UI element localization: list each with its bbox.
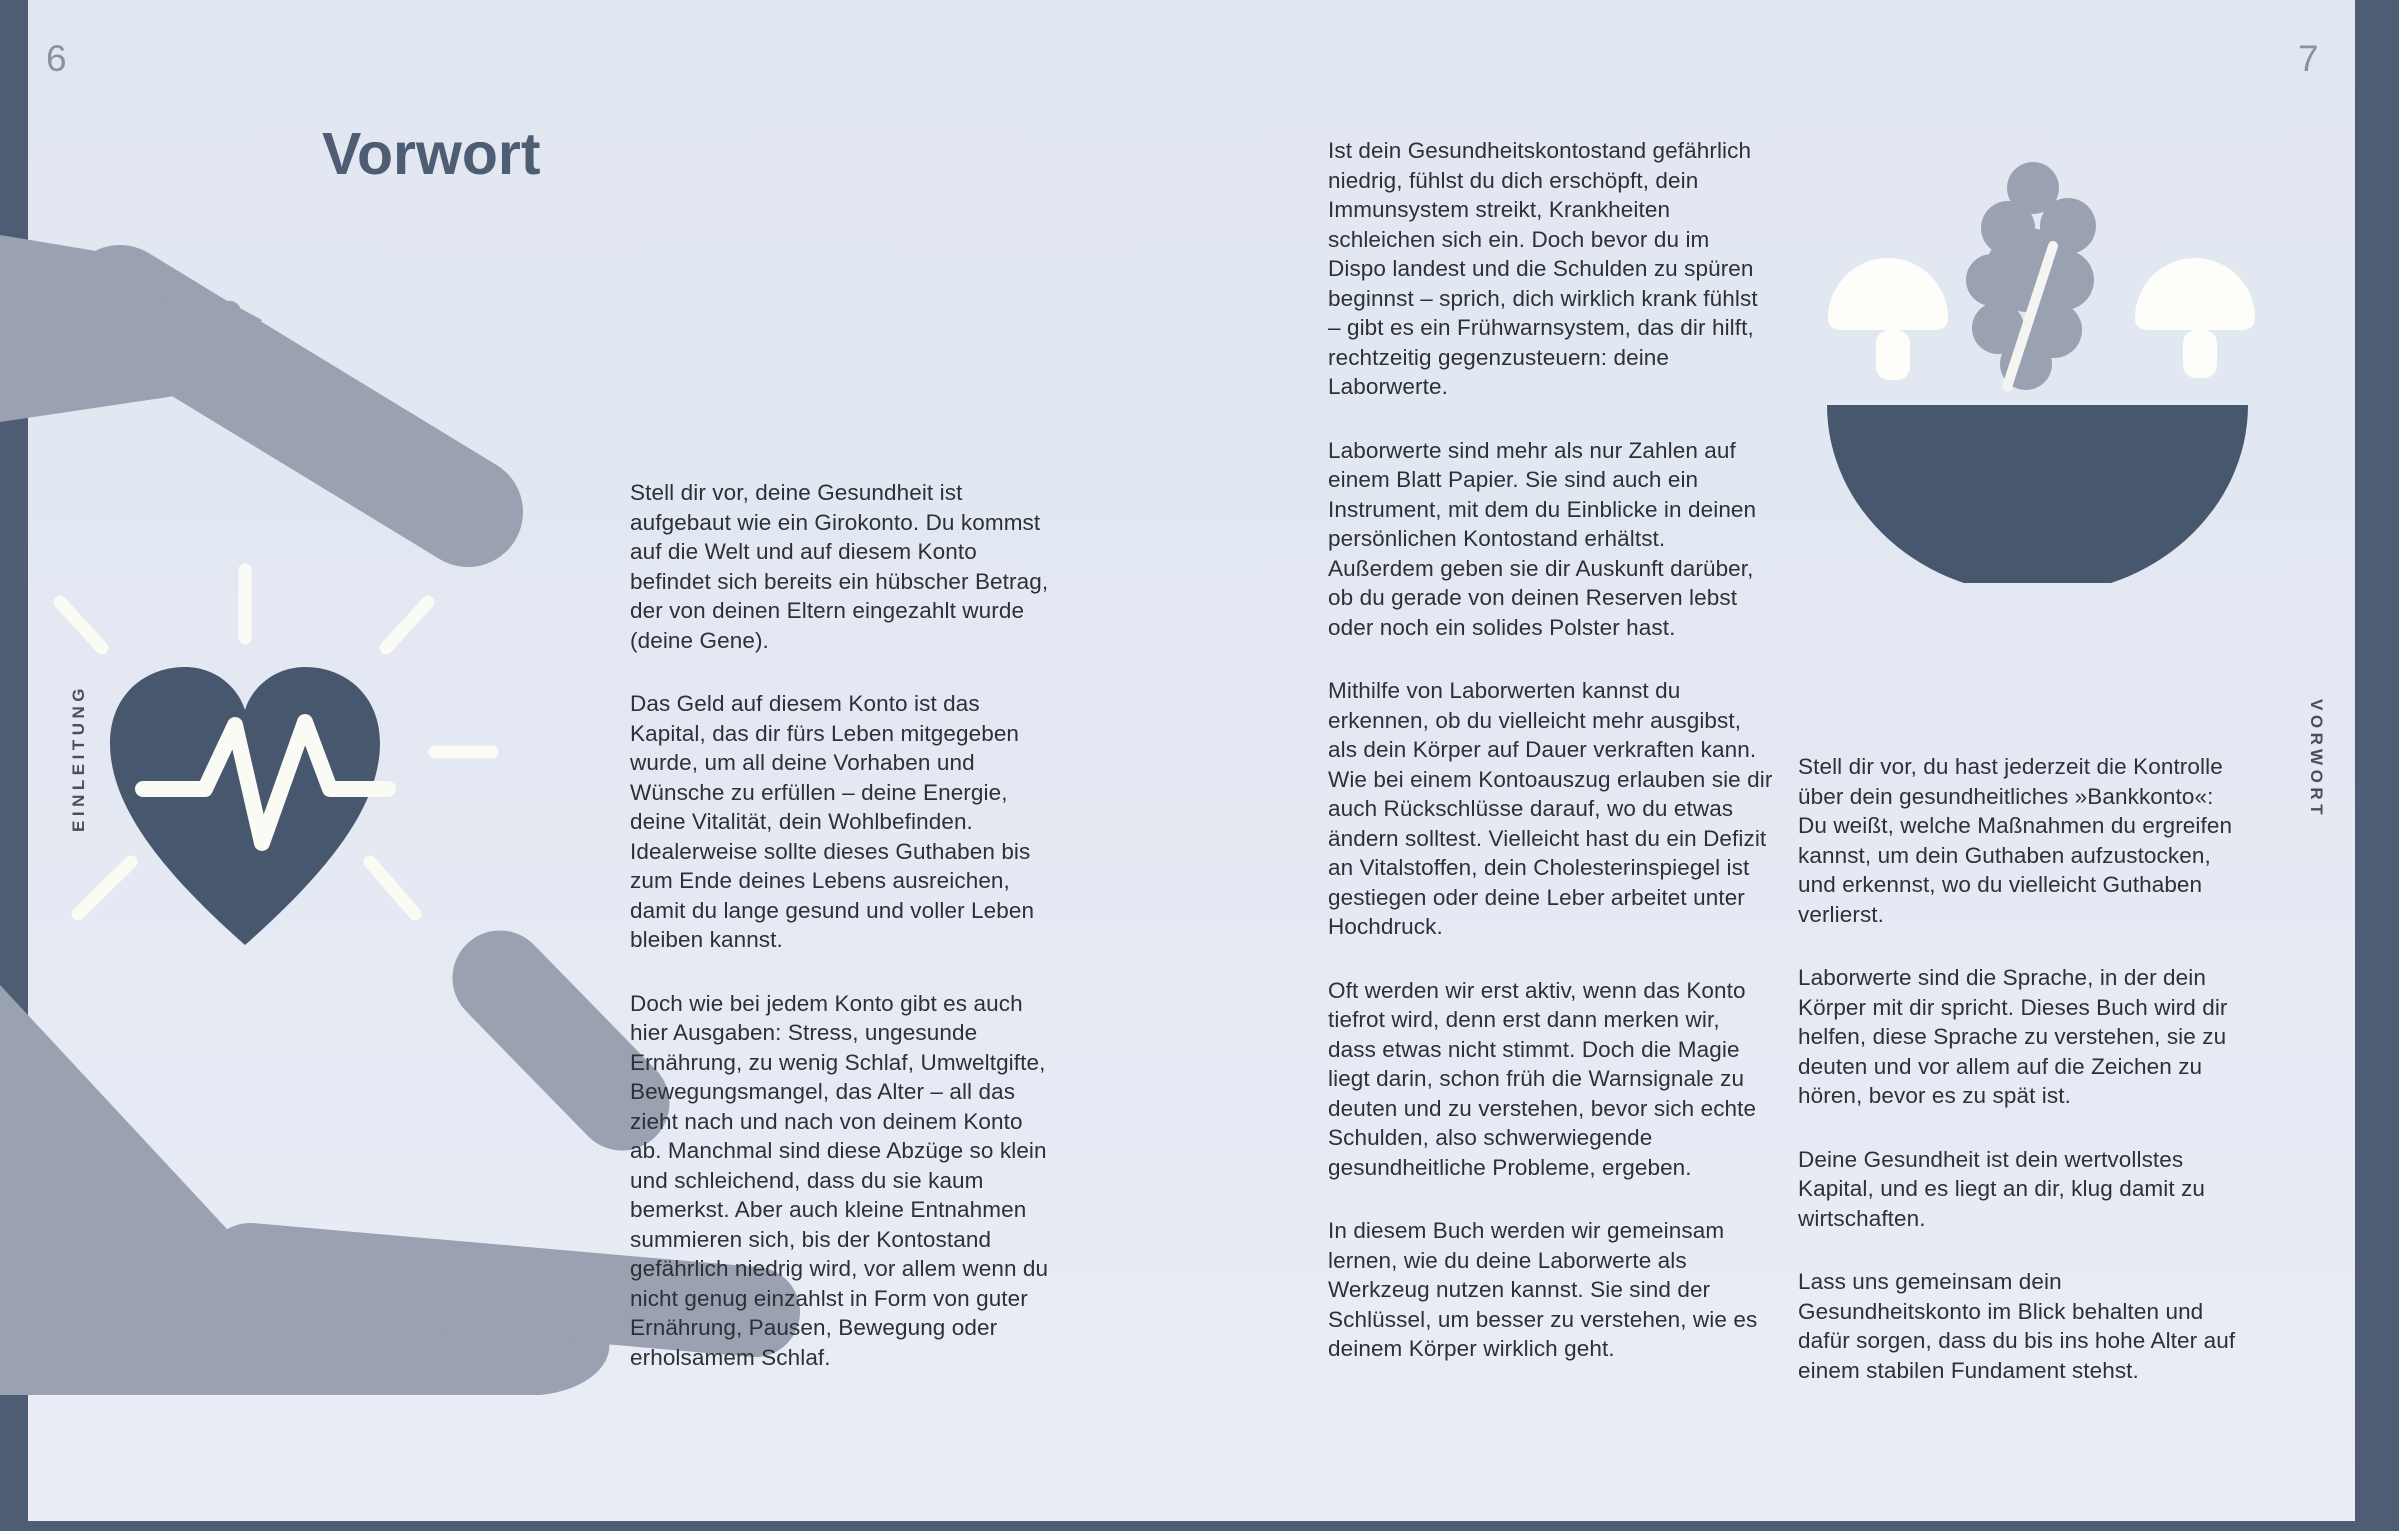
text-column-middle (1328, 136, 1773, 1364)
page-number-right: 7 (2298, 38, 2319, 79)
chapter-tab-einleitung: EINLEITUNG (69, 684, 88, 832)
leaf-icon (1966, 162, 2096, 390)
paragraph: Stell dir vor, du hast jederzeit die Kontrolle über dein gesundheitliches »Bankkonto«: Du weißt, welche Maßnahmen du ergreifen kannst, um dein Guthaben aufzustocken, und erkennst, wo du vielleicht Guthaben verlierst. (1798, 754, 2233, 927)
paragraph: Ist dein Gesundheitskontostand gefährlich niedrig, fühlst du dich erschöpft, dein Immunsystem streikt, Krankheiten schleichen sich ein. Doch bevor du im Dispo landest und die Schulden zu spüren beginnst – sprich, dich wirklich krank fühlst – gibt es ein Frühwarnsystem, das dir hilft, rechtzeitig gegenzusteuern: deine Laborwerte. (1328, 138, 1758, 399)
paragraph: Deine Gesundheit ist dein wertvollstes Kapital, und es liegt an dir, klug damit zu wirtschaften. (1798, 1146, 2206, 1231)
upper-hand-icon (0, 235, 468, 512)
paragraph: Laborwerte sind mehr als nur Zahlen auf einem Blatt Papier. Sie sind auch ein Instrument, mit dem du Einblicke in deinen persönlichen Kontostand erhältst. Außerdem geben sie dir Auskunft darüber, ob du gerade von deinen Reserven lebst oder noch ein solides Polster hast. (1328, 437, 1757, 640)
bottom-edge-bar (0, 1521, 2399, 1531)
paragraph: Stell dir vor, deine Gesundheit ist aufgebaut wie ein Girokonto. Du kommst auf die Welt und auf diesem Konto befindet sich bereits ein hübscher Betrag, der von deinen Eltern eingezahlt wurde (deine Gene). (630, 480, 1049, 653)
salad-bowl-illustration (1820, 140, 2260, 583)
paragraph: Doch wie bei jedem Konto gibt es auch hier Ausgaben: Stress, ungesunde Ernährung, zu wenig Schlaf, Umweltgifte, Bewegungsmangel, das Alter – all das zieht nach und nach von deinem Konto ab. Manchmal sind diese Abzüge so klein und schleichend, dass du sie kaum bemerkst. Aber auch kleine Entnahmen summieren sich, bis der Kontostand gefährlich niedrig wird, vor allem wenn du nicht genug einzahlst in Form von guter Ernährung, Pausen, Bewegung oder erholsamem Schlaf. (630, 990, 1049, 1370)
page-number-left: 6 (46, 38, 67, 79)
mushroom-left-icon (1828, 258, 1948, 380)
bowl-icon (1827, 405, 2248, 583)
page-title: Vorwort (322, 121, 541, 187)
paragraph: Mithilfe von Laborwerten kannst du erkennen, ob du vielleicht mehr ausgibst, als dein Körper auf Dauer verkraften kann. Wie bei einem Kontoauszug erlauben sie dir auch Rückschlüsse darauf, wo du etwas ändern solltest. Vielleicht hast du ein Defizit an Vitalstoffen, dein Cholesterinspiegel ist gestiegen oder deine Leber arbeitet unter Hochdruck. (1328, 678, 1773, 939)
heart-pulse-icon (110, 667, 388, 945)
paragraph: In diesem Buch werden wir gemeinsam lernen, wie du deine Laborwerte als Werkzeug nutzen kannst. Sie sind der Schlüssel, um besser zu verstehen, wie es deinem Körper wirklich geht. (1328, 1218, 1758, 1361)
right-edge-bar (2355, 0, 2399, 1521)
paragraph: Laborwerte sind die Sprache, in der dein Körper mit dir spricht. Dieses Buch wird dir helfen, diese Sprache zu verstehen, sie zu deuten und vor allem auf die Zeichen zu hören, bevor es zu spät ist. (1798, 965, 2228, 1108)
paragraph: Das Geld auf diesem Konto ist das Kapital, das dir fürs Leben mitgegeben wurde, um all deine Vorhaben und Wünsche zu erfüllen – deine Energie, deine Vitalität, dein Wohlbefinden. Idealerweise sollte dieses Guthaben bis zum Ende deines Lebens ausreichen, damit du lange gesund und voller Leben bleiben kannst. (630, 691, 1035, 952)
text-column-left (630, 478, 1060, 1372)
paragraph: Lass uns gemeinsam dein Gesundheitskonto im Blick behalten und dafür sorgen, dass du bis ins hohe Alter auf einem stabilen Fundament stehst. (1798, 1269, 2236, 1383)
text-column-right (1798, 752, 2246, 1385)
paragraph: Oft werden wir erst aktiv, wenn das Konto tiefrot wird, denn erst dann merken wir, dass etwas nicht stimmt. Doch die Magie liegt darin, schon früh die Warnsignale zu deuten und zu verstehen, bevor sich echte Schulden, also schwerwiegende gesundheitliche Probleme, ergeben. (1328, 977, 1757, 1180)
mushroom-right-icon (2135, 258, 2255, 378)
chapter-tab-vorwort: VORWORT (2307, 699, 2326, 819)
